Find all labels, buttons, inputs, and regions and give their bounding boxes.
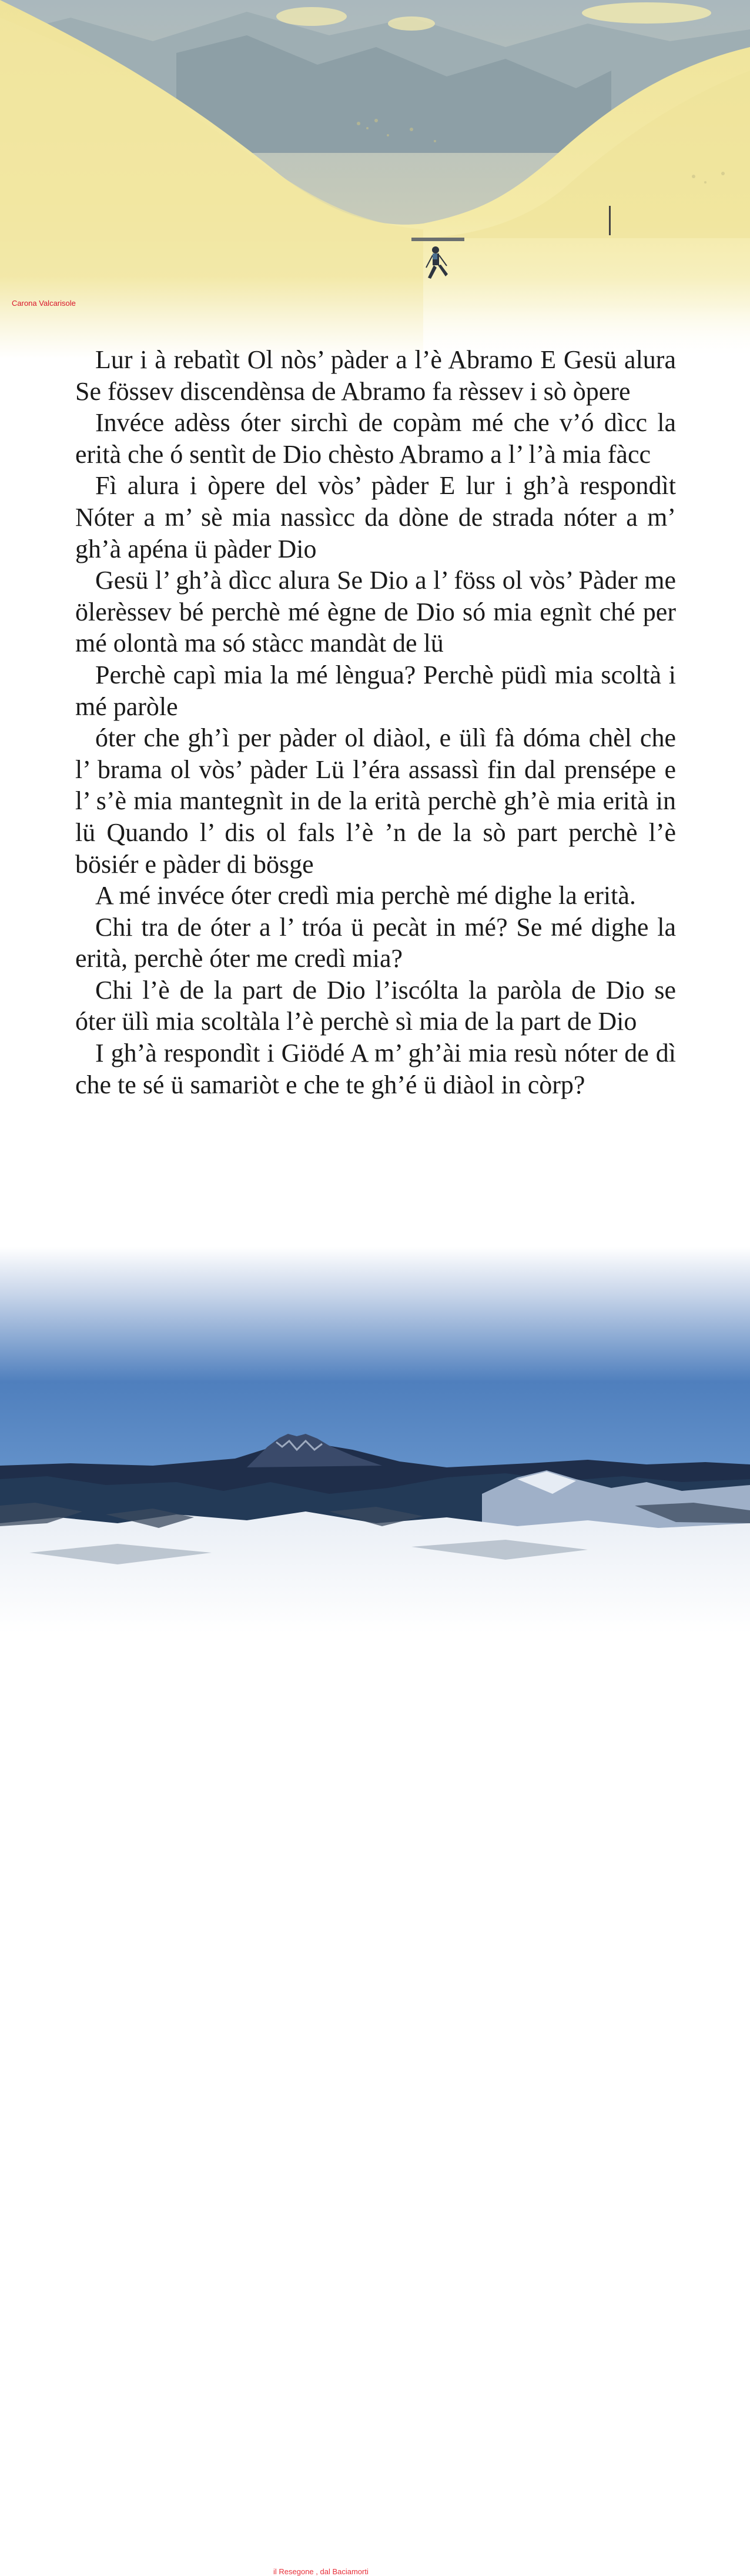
paragraph: Gesü l’ gh’à dìcc alura Se Dio a l’ föss ol vòs’ Pàder me ölerèssev bé perchè mé ègne de Dio só mia egnìt ché per mé olontà ma só stàcc mandàt de lü xyxy=(75,566,676,658)
paragraph: I gh’à respondìt i Giödé A m’ gh’ài mia resù nóter de dì che te sé ü samariòt e che te gh’é ü diàol in còrp? xyxy=(75,1039,676,1099)
paragraph: Fì alura i òpere del vòs’ pàder E lur i gh’à respondìt Nóter a m’ sè mia nassìcc da dòne de strada nóter a m’ gh’à apéna ü pàder Dio xyxy=(75,471,676,563)
paragraph: Perchè capì mia la mé lèngua? Perchè püdì mia scoltà i mé paròle xyxy=(75,660,676,721)
paragraph: Lur i à rebatìt Ol nòs’ pàder a l’è Abramo E Gesü alura Se fössev discendènsa de Abramo fa rèssev i sò òpere xyxy=(75,345,676,406)
photo-caption-top: Carona Valcarisole xyxy=(12,299,76,308)
scripture-text xyxy=(75,344,676,1100)
paragraph: A mé invéce óter credì mia perchè mé dighe la erità. xyxy=(95,881,636,910)
footer-photo-resegone xyxy=(0,1247,750,2576)
mountain-panorama-photo xyxy=(0,1247,750,1634)
paragraph: Invéce adèss óter sirchì de copàm mé che v’ó dìcc la erità che ó sentìt de Dio chèsto Abramo a l’ l’à mia fàcc xyxy=(75,408,676,469)
header-photo-carona-valcarisole xyxy=(0,0,750,359)
paragraph: óter che gh’ì per pàder ol diàol, e ülì fà dóma chèl che l’ brama ol vòs’ pàder Lü l’éra assassì fin dal prensépe e l’ s’è mia mantegnìt in de la erità perchè gh’è mia erità in lü Quando l’ dis ol fals l’è ’n de la sò part perchè l’è bösiér e pàder di bösge xyxy=(75,723,676,879)
photo-caption-bottom: il Resegone , dal Baciamorti xyxy=(273,2567,369,2576)
paragraph: Chi tra de óter a l’ tróa ü pecàt in mé? Se mé dighe la erità, perchè óter me credì mia? xyxy=(75,912,676,973)
paragraph: Chi l’è de la part de Dio l’iscólta la paròla de Dio se óter ülì mia scoltàla l’è perchè sì mia de la part de Dio xyxy=(75,975,676,1036)
snowy-valley-photo xyxy=(0,0,750,359)
